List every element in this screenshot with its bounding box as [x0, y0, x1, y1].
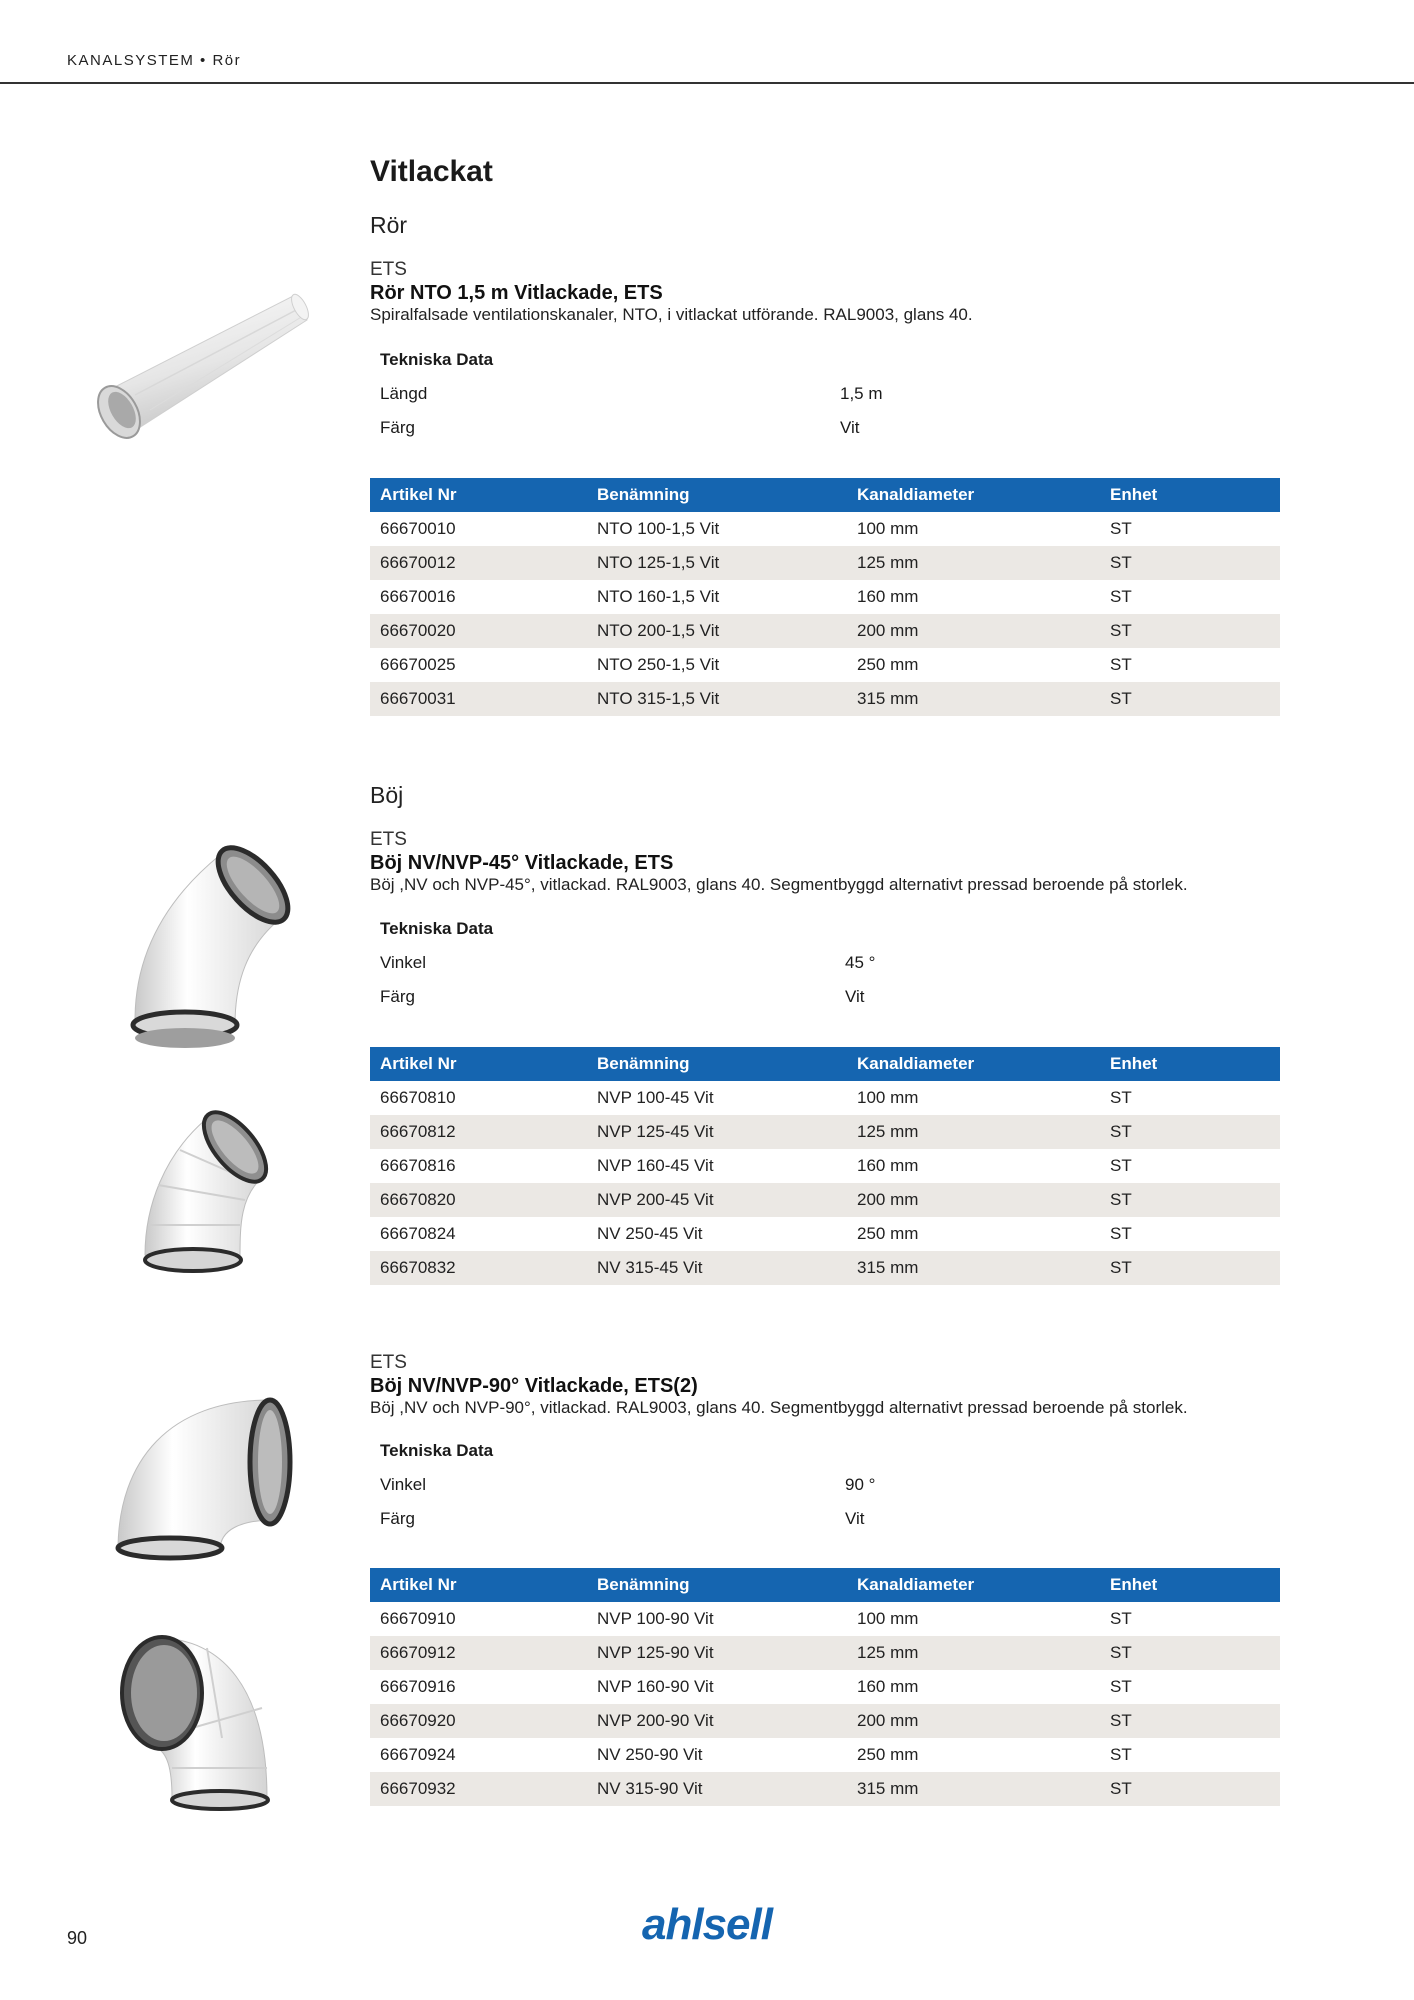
product-title: Böj NV/NVP-45° Vitlackade, ETS	[370, 852, 674, 874]
table-row	[370, 1738, 1280, 1772]
tech-label: Färg	[380, 418, 415, 437]
table-cell: ST	[1100, 1772, 1280, 1806]
product-description: Böj ,NV och NVP-90°, vitlackad. RAL9003, glans 40. Segmentbyggd alternativt pressad beroende på storlek.	[370, 1398, 1188, 1417]
table-cell: NVP 200-45 Vit	[587, 1183, 847, 1217]
table-cell: 160 mm	[857, 1156, 919, 1175]
column-header: Enhet	[1100, 1568, 1280, 1602]
tech-value: Vit	[845, 1509, 865, 1528]
table-cell: 66670810	[380, 1088, 456, 1107]
table-cell: ST	[1110, 1156, 1132, 1175]
page-header	[0, 0, 1414, 84]
breadcrumb: KANALSYSTEM • Rör	[67, 52, 242, 69]
table-row	[370, 512, 1280, 546]
table-cell: ST	[1100, 1704, 1280, 1738]
table-cell: 315 mm	[847, 1251, 1100, 1285]
table-cell: 315 mm	[847, 1772, 1100, 1806]
logo-text: ahlsell	[642, 1900, 772, 1949]
tech-value: Vit	[840, 418, 860, 437]
tech-heading: Tekniska Data	[380, 919, 494, 938]
table-row	[370, 614, 1280, 648]
table-header-row	[370, 478, 1280, 512]
column-header: Benämning	[587, 1568, 847, 1602]
table-cell: 66670924	[380, 1745, 456, 1764]
table-cell: 66670832	[370, 1251, 587, 1285]
table-cell: 125 mm	[847, 1636, 1100, 1670]
column-header: Enhet	[1100, 1047, 1280, 1081]
table-cell: 66670912	[370, 1636, 587, 1670]
table-cell: ST	[1110, 1745, 1132, 1764]
table-cell: 66670824	[380, 1224, 456, 1243]
table-cell: 100 mm	[857, 1088, 919, 1107]
table-cell: 66670920	[370, 1704, 587, 1738]
column-header: Kanaldiameter	[847, 478, 1100, 512]
article-table	[370, 1047, 1280, 1285]
table-cell: 66670932	[370, 1772, 587, 1806]
column-header: Artikel Nr	[370, 478, 587, 512]
table-row	[370, 1115, 1280, 1149]
bend-45-segmented-image	[140, 1105, 290, 1280]
table-cell: 66670012	[370, 546, 587, 580]
table-cell: NTO 100-1,5 Vit	[597, 519, 720, 538]
table-cell: 125 mm	[847, 1115, 1100, 1149]
column-header: Benämning	[587, 478, 847, 512]
table-row	[370, 546, 1280, 580]
table-cell: NTO 200-1,5 Vit	[587, 614, 847, 648]
table-cell: 66670020	[370, 614, 587, 648]
table-cell: ST	[1110, 1677, 1132, 1696]
table-cell: ST	[1110, 1088, 1132, 1107]
table-cell: 66670031	[370, 682, 587, 716]
table-cell: ST	[1100, 614, 1280, 648]
table-row	[370, 580, 1280, 614]
table-cell: ST	[1100, 1115, 1280, 1149]
table-cell: 160 mm	[857, 587, 919, 606]
product-title: Rör NTO 1,5 m Vitlackade, ETS	[370, 282, 663, 304]
table-cell: ST	[1100, 682, 1280, 716]
tech-label: Färg	[380, 987, 415, 1006]
column-header: Artikel Nr	[370, 1047, 587, 1081]
ahlsell-logo	[0, 1900, 1414, 1950]
table-cell: 66670016	[380, 587, 456, 606]
tech-value: 90 °	[845, 1475, 876, 1494]
table-cell: 100 mm	[857, 519, 919, 538]
article-table	[370, 1568, 1280, 1806]
table-row	[370, 1183, 1280, 1217]
page-number: 90	[67, 1928, 88, 1948]
table-row	[370, 1217, 1280, 1251]
section-title-ror: Rör	[370, 212, 408, 238]
table-cell: 66670910	[380, 1609, 456, 1628]
table-cell: NVP 100-90 Vit	[597, 1609, 714, 1628]
table-cell: 66670820	[370, 1183, 587, 1217]
tech-label: Längd	[380, 384, 428, 403]
column-header: Kanaldiameter	[847, 1568, 1100, 1602]
product-brand: ETS	[370, 259, 407, 280]
table-cell: NVP 160-45 Vit	[597, 1156, 714, 1175]
bend-90-segmented-image	[112, 1628, 277, 1813]
table-cell: ST	[1100, 1636, 1280, 1670]
table-row	[370, 1251, 1280, 1285]
product-description: Böj ,NV och NVP-45°, vitlackad. RAL9003, glans 40. Segmentbyggd alternativt pressad beroende på storlek.	[370, 875, 1188, 894]
column-header: Artikel Nr	[370, 1568, 587, 1602]
table-cell: NV 315-45 Vit	[587, 1251, 847, 1285]
table-row	[370, 1670, 1280, 1704]
column-header: Enhet	[1100, 478, 1280, 512]
table-cell: ST	[1110, 587, 1132, 606]
page-title: Vitlackat	[370, 155, 493, 188]
table-cell: 125 mm	[847, 546, 1100, 580]
table-cell: ST	[1110, 1224, 1132, 1243]
tech-value: 1,5 m	[840, 384, 883, 403]
tech-heading: Tekniska Data	[380, 350, 494, 369]
product-title: Böj NV/NVP-90° Vitlackade, ETS(2)	[370, 1375, 698, 1397]
table-cell: 315 mm	[847, 682, 1100, 716]
tech-label: Färg	[380, 1509, 415, 1528]
table-cell: NVP 100-45 Vit	[597, 1088, 714, 1107]
table-row	[370, 682, 1280, 716]
product-description: Spiralfalsade ventilationskanaler, NTO, i vitlackat utförande. RAL9003, glans 40.	[370, 305, 973, 324]
table-cell: ST	[1100, 1251, 1280, 1285]
table-cell: 66670816	[380, 1156, 456, 1175]
tech-heading: Tekniska Data	[380, 1441, 494, 1460]
table-cell: ST	[1110, 1609, 1132, 1628]
table-cell: NV 250-90 Vit	[597, 1745, 703, 1764]
table-cell: 66670916	[380, 1677, 456, 1696]
table-cell: NTO 315-1,5 Vit	[587, 682, 847, 716]
table-header-row	[370, 1047, 1280, 1081]
table-cell: 250 mm	[857, 655, 919, 674]
table-cell: 200 mm	[847, 614, 1100, 648]
table-cell: NV 315-90 Vit	[587, 1772, 847, 1806]
table-row	[370, 1704, 1280, 1738]
table-cell: NTO 125-1,5 Vit	[587, 546, 847, 580]
product-brand: ETS	[370, 1352, 407, 1373]
table-cell: NVP 125-45 Vit	[587, 1115, 847, 1149]
tech-label: Vinkel	[380, 1475, 426, 1494]
tech-label: Vinkel	[380, 953, 426, 972]
bend-90-pressed-image	[110, 1390, 295, 1565]
table-row	[370, 1772, 1280, 1806]
tech-value: 45 °	[845, 953, 876, 972]
straight-pipe-image	[95, 290, 315, 450]
column-header: Benämning	[587, 1047, 847, 1081]
table-cell: 100 mm	[857, 1609, 919, 1628]
table-cell: 66670010	[380, 519, 456, 538]
table-cell: NVP 160-90 Vit	[597, 1677, 714, 1696]
table-cell: 200 mm	[847, 1183, 1100, 1217]
table-cell: 66670812	[370, 1115, 587, 1149]
section-title-boj: Böj	[370, 782, 404, 808]
table-cell: ST	[1100, 546, 1280, 580]
table-cell: NVP 200-90 Vit	[587, 1704, 847, 1738]
table-cell: NTO 250-1,5 Vit	[597, 655, 720, 674]
table-header-row	[370, 1568, 1280, 1602]
table-cell: 250 mm	[857, 1224, 919, 1243]
bend-45-pressed-image	[125, 845, 305, 1060]
table-cell: 250 mm	[857, 1745, 919, 1764]
table-cell: 160 mm	[857, 1677, 919, 1696]
table-row	[370, 1602, 1280, 1636]
table-cell: ST	[1110, 655, 1132, 674]
table-cell: NV 250-45 Vit	[597, 1224, 703, 1243]
table-cell: 66670025	[380, 655, 456, 674]
article-table	[370, 478, 1280, 716]
table-cell: NVP 125-90 Vit	[587, 1636, 847, 1670]
table-row	[370, 648, 1280, 682]
table-cell: 200 mm	[847, 1704, 1100, 1738]
table-cell: ST	[1110, 519, 1132, 538]
tech-value: Vit	[845, 987, 865, 1006]
table-cell: ST	[1100, 1183, 1280, 1217]
column-header: Kanaldiameter	[847, 1047, 1100, 1081]
product-brand: ETS	[370, 829, 407, 850]
table-cell: NTO 160-1,5 Vit	[597, 587, 720, 606]
table-row	[370, 1636, 1280, 1670]
table-row	[370, 1149, 1280, 1183]
table-row	[370, 1081, 1280, 1115]
